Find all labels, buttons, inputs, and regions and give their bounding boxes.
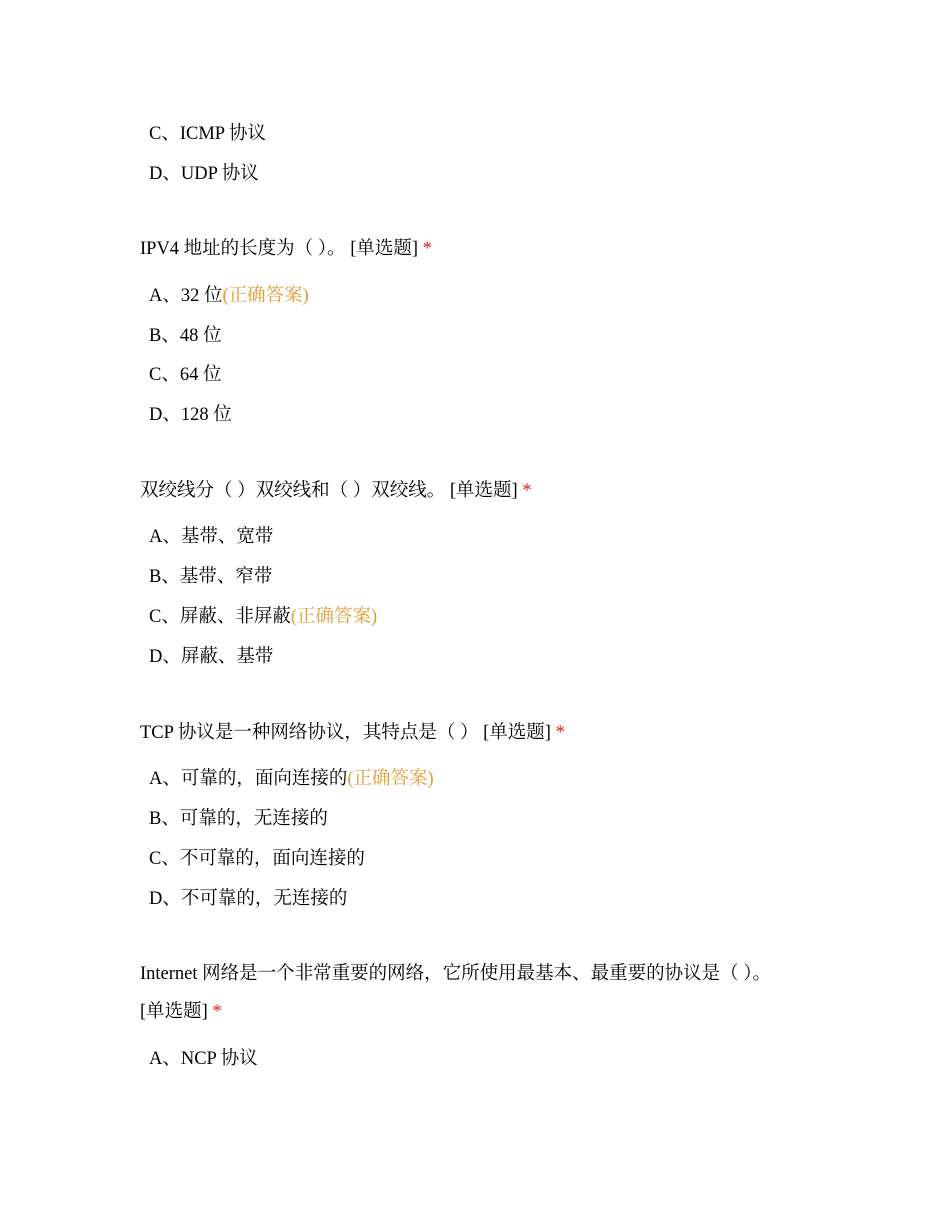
option-item [149,403,232,427]
question-type-tag: [单选题] [140,1002,208,1022]
question-type-tag: [单选题] [350,239,419,259]
required-mark: * [422,239,432,259]
option-text: A、32 位 [149,286,223,306]
question-text: IPV4 地址的长度为（ ）。 [140,239,346,259]
option-text: B、可靠的，无连接的 [149,809,328,829]
required-mark: * [212,1002,222,1022]
question-title [140,230,820,268]
option-item [149,807,328,831]
option-item [149,525,273,549]
option-item [149,363,221,387]
option-text: C、64 位 [149,365,222,385]
question-title [140,955,820,1031]
option-text: B、基带、窄带 [149,567,273,587]
correct-answer-tag: (正确答案) [290,607,378,627]
question-text: Internet 网络是一个非常重要的网络，它所使用最基本、最重要的协议是（ ）。 [140,964,772,984]
option-item [149,1047,258,1071]
option-text: A、可靠的，面向连接的 [149,769,348,789]
question-type-tag: [单选题] [483,723,551,743]
option-item [149,324,221,348]
required-mark: * [522,481,532,501]
option-item [149,847,365,871]
option-text: D、不可靠的，无连接的 [149,889,348,909]
option-text: D、UDP 协议 [149,164,259,184]
option-text: D、屏蔽、基带 [149,647,274,667]
correct-answer-tag: (正确答案) [222,286,309,306]
option-text: C、不可靠的，面向连接的 [149,849,365,869]
option-text: D、128 位 [149,405,232,425]
option-item [149,122,266,146]
question-text: 双绞线分（ ）双绞线和（ ）双绞线。 [140,481,446,501]
option-text: B、48 位 [149,326,222,346]
option-text: C、屏蔽、非屏蔽 [149,607,291,627]
required-mark: * [555,723,565,743]
option-item [149,645,273,669]
option-text: A、基带、宽带 [149,527,274,547]
correct-answer-tag: (正确答案) [347,769,434,789]
option-text: A、NCP 协议 [149,1049,258,1069]
option-item [149,162,259,186]
option-item [149,767,434,791]
option-item [149,284,309,308]
option-item [149,887,347,911]
question-title [140,714,820,752]
question-type-tag: [单选题] [449,481,518,501]
option-item [149,605,377,629]
option-item [149,565,272,589]
question-text: TCP 协议是一种网络协议，其特点是（ ） [140,723,479,743]
option-text: C、ICMP 协议 [149,124,267,144]
question-title [140,472,820,510]
